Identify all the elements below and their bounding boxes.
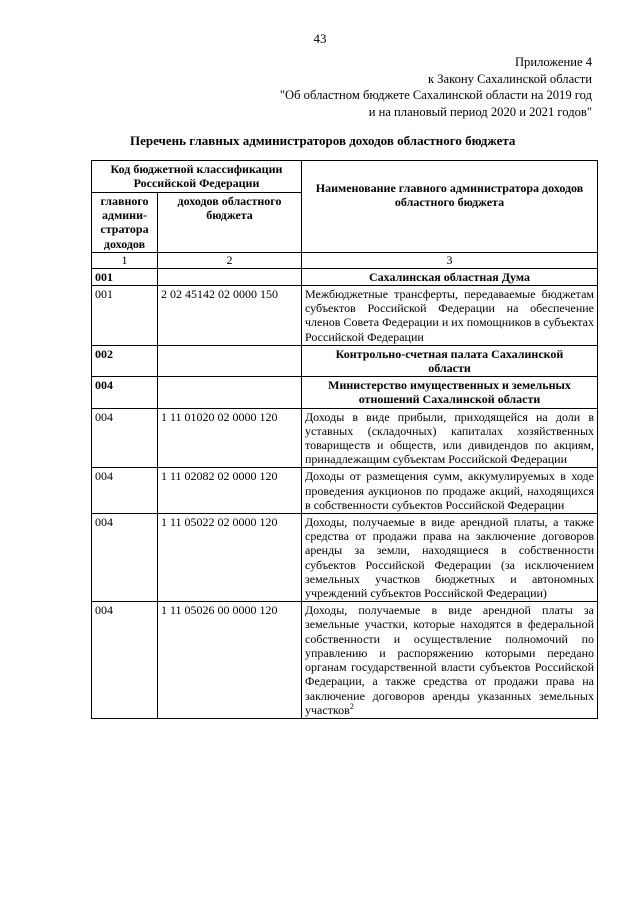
appendix-line: "Об областном бюджете Сахалинской области на 2019 год: [279, 88, 592, 102]
admin-code: 004: [92, 468, 158, 514]
table-row: [92, 286, 598, 346]
appendix-line: к Закону Сахалинской области: [427, 71, 592, 86]
document-title: Перечень главных администраторов доходов областного бюджета: [130, 133, 516, 148]
column-number: 3: [302, 252, 598, 268]
admin-code: 001: [92, 268, 158, 285]
table-row: [92, 377, 598, 408]
table-row: [92, 514, 598, 602]
appendix-line: Приложение 4: [514, 55, 592, 69]
administrators-table: [91, 160, 598, 719]
income-description: Доходы от размещения сумм, аккумулируемых в ходе проведения аукционов по продаже акций, находящихся в собственности субъектов Российской Федерации: [302, 468, 598, 514]
header-admin-column: главного админи-стратора доходов: [92, 193, 158, 253]
administrator-name: Контрольно-счетная палата Сахалинской области: [302, 345, 598, 376]
income-code: 1 11 02082 02 0000 120: [158, 468, 302, 514]
income-description: Доходы, получаемые в виде арендной платы, а также средства от продажи права на заключение договоров аренды за земли, находящиеся в собственности субъектов Российской Федерации (за исключением земельных участков бюджетных и автономных учреждений субъектов Российской Федерации): [302, 514, 598, 602]
table-row: [92, 268, 598, 285]
income-code: 1 11 01020 02 0000 120: [158, 408, 302, 468]
footnote-marker: 2: [349, 701, 354, 711]
income-code: [158, 268, 302, 285]
admin-code: 002: [92, 345, 158, 376]
income-description: Межбюджетные трансферты, передаваемые бюджетам субъектов Российской Федерации на обеспечение членов Совета Федерации и их помощников в субъектах Российской Федерации: [302, 286, 598, 346]
column-number: 2: [158, 252, 302, 268]
header-name-column: Наименование главного администратора доходов областного бюджета: [302, 161, 598, 253]
admin-code: 004: [92, 602, 158, 719]
administrator-name: Сахалинская областная Дума: [302, 268, 598, 285]
appendix-reference: [280, 54, 592, 120]
income-code: 1 11 05022 02 0000 120: [158, 514, 302, 602]
header-code-group: Код бюджетной классификации Российской Федерации: [92, 161, 302, 193]
column-number: 1: [92, 252, 158, 268]
income-description-text: Доходы, получаемые в виде арендной платы за земельные участки, которые находятся в федеральной собственности и осуществление полномочий по управлению и распоряжению которыми передано органам государственной власти субъектов Российской Федерации, а также средства от продажи права на заключение договоров аренды указанных земельных участков: [305, 603, 594, 717]
appendix-line: и на плановый период 2020 и 2021 годов": [368, 104, 592, 119]
admin-code: 004: [92, 377, 158, 408]
income-code: 2 02 45142 02 0000 150: [158, 286, 302, 346]
income-code: 1 11 05026 00 0000 120: [158, 602, 302, 719]
admin-code: 001: [92, 286, 158, 346]
page-number: 43: [313, 31, 327, 46]
table-row: [92, 468, 598, 514]
table-row: [92, 345, 598, 376]
table-row: [92, 408, 598, 468]
income-description: Доходы в виде прибыли, приходящейся на доли в уставных (складочных) капиталах хозяйственных товариществ и обществ, или дивидендов по акциям, принадлежащим субъектам Российской Федерации: [302, 408, 598, 468]
income-code: [158, 345, 302, 376]
admin-code: 004: [92, 408, 158, 468]
administrator-name: Министерство имущественных и земельных отношений Сахалинской области: [302, 377, 598, 408]
table-row: [92, 602, 598, 719]
income-description: [302, 602, 598, 719]
header-income-column: доходов областного бюджета: [158, 193, 302, 253]
income-code: [158, 377, 302, 408]
admin-code: 004: [92, 514, 158, 602]
